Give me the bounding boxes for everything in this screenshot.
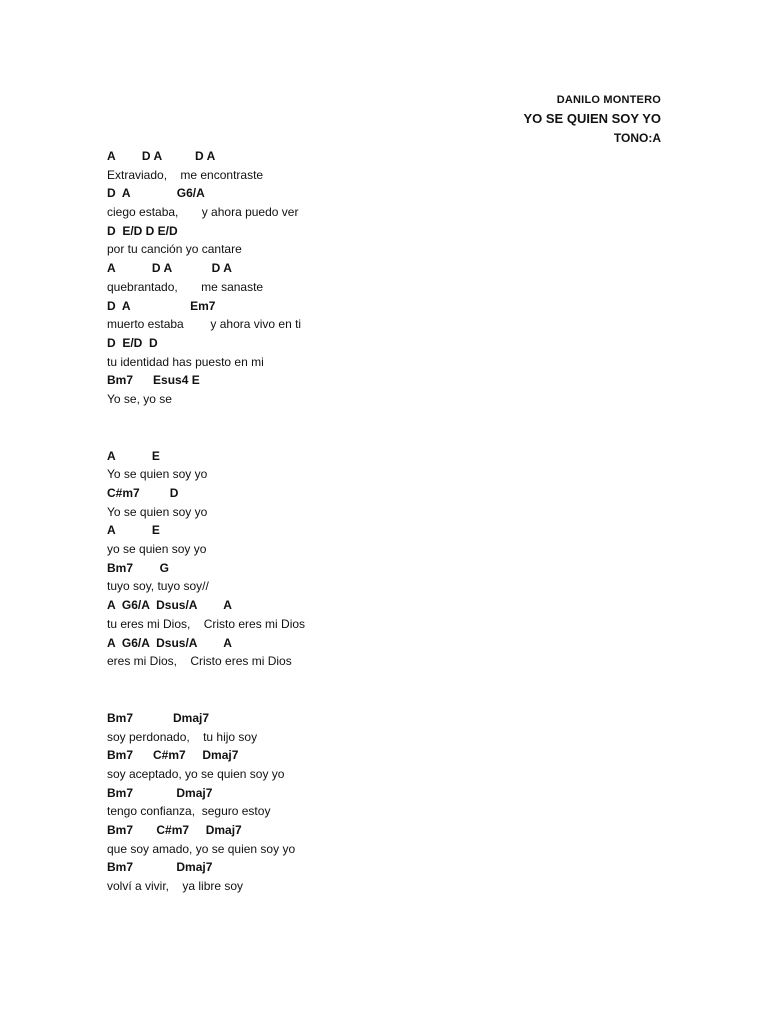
song-section [107, 709, 527, 896]
chord-line: A G6/A Dsus/A A [107, 598, 232, 613]
chord-line: A D A D A [107, 261, 232, 276]
lyric-line: Yo se, yo se [107, 391, 172, 406]
lyric-line: tu identidad has puesto en mi [107, 354, 264, 369]
lyric-line: Yo se quien soy yo [107, 504, 208, 519]
lyric-line: Extraviado, me encontraste [107, 167, 264, 182]
chord-line: D A G6/A [107, 186, 205, 201]
lyric-line: tengo confianza, seguro estoy [107, 804, 271, 819]
song-section [107, 147, 527, 409]
lyric-line: tuyo soy, tuyo soy// [107, 579, 209, 594]
chord-line: C#m7 D [107, 486, 179, 500]
chord-line: A E [107, 448, 160, 463]
chord-line: Bm7 Esus4 E [107, 373, 200, 388]
chord-line: Bm7 Dmaj7 [107, 860, 213, 875]
lyric-line: que soy amado, yo se quien soy yo [107, 841, 296, 856]
lyric-line: tu eres mi Dios, Cristo eres mi Dios [107, 616, 306, 631]
lyric-line: soy perdonado, tu hijo soy [107, 729, 258, 744]
lyric-line: por tu canción yo cantare [107, 242, 242, 257]
chord-line: D E/D D E/D [107, 223, 178, 238]
chord-line: Bm7 G [107, 560, 170, 575]
lyric-line: Yo se quien soy yo [107, 467, 208, 482]
lyric-line: volví a vivir, ya libre soy [107, 879, 244, 894]
chord-line: Bm7 C#m7 Dmaj7 [107, 823, 242, 837]
song-author: DANILO MONTERO [556, 94, 661, 106]
song-header [523, 92, 661, 148]
chord-line: D E/D D [107, 335, 158, 350]
song-title: YO SE QUIEN SOY YO [523, 111, 661, 126]
chord-line: Bm7 Dmaj7 [107, 710, 210, 725]
lyric-line: soy aceptado, yo se quien soy yo [107, 766, 285, 781]
lyric-line: ciego estaba, y ahora puedo ver [107, 205, 299, 220]
lyric-line: eres mi Dios, Cristo eres mi Dios [107, 654, 292, 669]
chord-line: Bm7 Dmaj7 [107, 785, 213, 800]
chord-line: A G6/A Dsus/A A [107, 635, 232, 650]
song-section [107, 447, 527, 671]
chord-line: Bm7 C#m7 Dmaj7 [107, 748, 239, 763]
lyric-line: muerto estaba y ahora vivo en ti [107, 317, 302, 332]
lyric-line: quebrantado, me sanaste [107, 279, 264, 294]
chord-line: A E [107, 523, 160, 538]
song-body [107, 147, 527, 896]
chord-line: D A Em7 [107, 298, 216, 313]
song-key: TONO:A [613, 131, 661, 145]
lyric-line: yo se quien soy yo [107, 542, 207, 557]
chord-line: A D A D A [107, 149, 216, 163]
